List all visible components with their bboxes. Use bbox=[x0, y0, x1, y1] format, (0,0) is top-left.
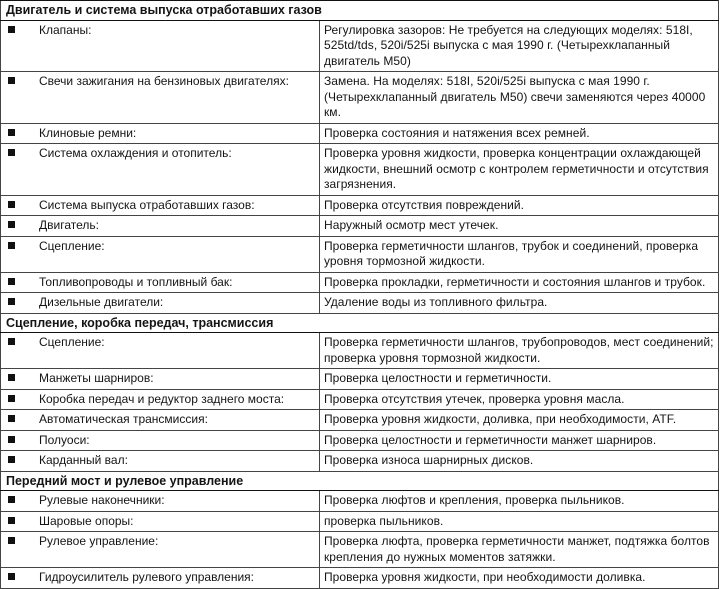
table-row bbox=[1, 451, 719, 472]
table-row bbox=[1, 20, 719, 72]
item-description: Проверка герметичности шлангов, трубопроводов, мест соединений; проверка уровня тормозной жидкости. bbox=[320, 333, 719, 369]
table-row bbox=[1, 216, 719, 237]
square-bullet-icon bbox=[8, 149, 15, 156]
item-description: Замена. На моделях: 518I, 520i/525i выпуска с мая 1990 г. (Четырехклапанный двигатель М50) свечи заменяются через 40000 км. bbox=[320, 72, 719, 124]
table-row bbox=[1, 72, 719, 124]
table-row bbox=[1, 389, 719, 410]
item-label: Гидроусилитель рулевого управления: bbox=[39, 570, 255, 584]
square-bullet-icon bbox=[8, 395, 15, 402]
item-cell bbox=[1, 451, 320, 472]
item-description: Наружный осмотр мест утечек. bbox=[320, 216, 719, 237]
item-label: Рулевые наконечники: bbox=[39, 493, 165, 507]
item-label: Шаровые опоры: bbox=[39, 513, 134, 528]
section-header-row bbox=[1, 471, 719, 491]
item-cell bbox=[1, 272, 320, 293]
item-cell bbox=[1, 568, 320, 589]
table-row bbox=[1, 491, 719, 512]
table-row bbox=[1, 123, 719, 144]
item-label: Топливопроводы и топливный бак: bbox=[39, 274, 233, 289]
item-cell bbox=[1, 430, 320, 451]
section-title: Двигатель и система выпуска отработавших газов bbox=[1, 1, 719, 21]
square-bullet-icon bbox=[8, 221, 15, 228]
square-bullet-icon bbox=[8, 415, 15, 422]
item-cell bbox=[1, 333, 320, 369]
square-bullet-icon bbox=[8, 129, 15, 136]
item-cell bbox=[1, 491, 320, 512]
item-label: Клапаны: bbox=[39, 22, 92, 37]
square-bullet-icon bbox=[8, 456, 15, 463]
section-header-row bbox=[1, 1, 719, 21]
item-label: Сцепление: bbox=[39, 238, 105, 253]
section-title: Передний мост и рулевое управление bbox=[1, 471, 719, 491]
item-description: проверка пыльников. bbox=[320, 511, 719, 532]
item-cell bbox=[1, 72, 320, 124]
item-cell bbox=[1, 123, 320, 144]
item-description: Проверка целостности и герметичности манжет шарниров. bbox=[320, 430, 719, 451]
item-cell bbox=[1, 369, 320, 390]
square-bullet-icon bbox=[8, 496, 15, 503]
item-cell bbox=[1, 389, 320, 410]
item-label: Двигатель: bbox=[39, 218, 99, 232]
square-bullet-icon bbox=[8, 278, 15, 285]
item-description: Проверка герметичности шлангов, трубок и соединений, проверка уровня тормозной жидкости. bbox=[320, 236, 719, 272]
item-label: Сцепление: bbox=[39, 335, 105, 349]
item-description: Проверка уровня жидкости, при необходимости доливка. bbox=[320, 568, 719, 589]
item-description: Проверка люфта, проверка герметичности манжет, подтяжка болтов крепления до нужных моментов затяжки. bbox=[320, 532, 719, 568]
item-description: Проверка уровня жидкости, проверка концентрации охлаждающей жидкости, внешний осмотр с контролем герметичности и отсутствия загрязнения. bbox=[320, 144, 719, 196]
item-cell bbox=[1, 216, 320, 237]
table-row bbox=[1, 333, 719, 369]
item-label: Свечи зажигания на бензиновых двигателях: bbox=[39, 74, 289, 88]
item-description: Регулировка зазоров: Не требуется на следующих моделях: 518I, 525td/tds, 520i/525i выпуска с мая 1990 г. (Четырехклапанный двигатель М50) bbox=[320, 20, 719, 72]
item-description: Проверка прокладки, герметичности и состояния шлангов и трубок. bbox=[320, 272, 719, 293]
item-label: Манжеты шарниров: bbox=[39, 371, 154, 385]
item-label: Система охлаждения и отопитель: bbox=[39, 146, 232, 160]
item-cell bbox=[1, 511, 320, 532]
table-row bbox=[1, 236, 719, 272]
item-description: Проверка состояния и натяжения всех ремней. bbox=[320, 123, 719, 144]
square-bullet-icon bbox=[8, 338, 15, 345]
square-bullet-icon bbox=[8, 298, 15, 305]
square-bullet-icon bbox=[8, 537, 15, 544]
square-bullet-icon bbox=[8, 77, 15, 84]
table-row bbox=[1, 195, 719, 216]
item-description: Проверка отсутствия повреждений. bbox=[320, 195, 719, 216]
table-row bbox=[1, 410, 719, 431]
item-description: Проверка износа шарнирных дисков. bbox=[320, 451, 719, 472]
item-label: Рулевое управление: bbox=[39, 534, 159, 548]
table-row bbox=[1, 272, 719, 293]
item-description: Удаление воды из топливного фильтра. bbox=[320, 293, 719, 314]
item-label: Клиновые ремни: bbox=[39, 125, 137, 140]
square-bullet-icon bbox=[8, 517, 15, 524]
item-label: Коробка передач и редуктор заднего моста: bbox=[39, 391, 285, 406]
square-bullet-icon bbox=[8, 573, 15, 580]
item-cell bbox=[1, 293, 320, 314]
item-cell bbox=[1, 195, 320, 216]
item-label: Автоматическая трансмиссия: bbox=[39, 412, 208, 426]
square-bullet-icon bbox=[8, 26, 15, 33]
item-cell bbox=[1, 410, 320, 431]
table-row bbox=[1, 511, 719, 532]
table-row bbox=[1, 568, 719, 589]
table-row bbox=[1, 430, 719, 451]
item-cell bbox=[1, 144, 320, 196]
item-cell bbox=[1, 20, 320, 72]
item-label: Система выпуска отработавших газов: bbox=[39, 197, 255, 212]
square-bullet-icon bbox=[8, 242, 15, 249]
item-label: Полуоси: bbox=[39, 432, 90, 447]
item-cell bbox=[1, 236, 320, 272]
section-header-row bbox=[1, 313, 719, 333]
square-bullet-icon bbox=[8, 201, 15, 208]
table-row bbox=[1, 144, 719, 196]
square-bullet-icon bbox=[8, 436, 15, 443]
item-label: Дизельные двигатели: bbox=[39, 295, 164, 309]
item-label: Карданный вал: bbox=[39, 453, 128, 467]
maintenance-table-body bbox=[1, 1, 719, 589]
table-row bbox=[1, 293, 719, 314]
item-description: Проверка целостности и герметичности. bbox=[320, 369, 719, 390]
item-description: Проверка люфтов и крепления, проверка пыльников. bbox=[320, 491, 719, 512]
square-bullet-icon bbox=[8, 374, 15, 381]
section-title: Сцепление, коробка передач, трансмиссия bbox=[1, 313, 719, 333]
item-description: Проверка уровня жидкости, доливка, при необходимости, ATF. bbox=[320, 410, 719, 431]
table-row bbox=[1, 369, 719, 390]
item-description: Проверка отсутствия утечек, проверка уровня масла. bbox=[320, 389, 719, 410]
